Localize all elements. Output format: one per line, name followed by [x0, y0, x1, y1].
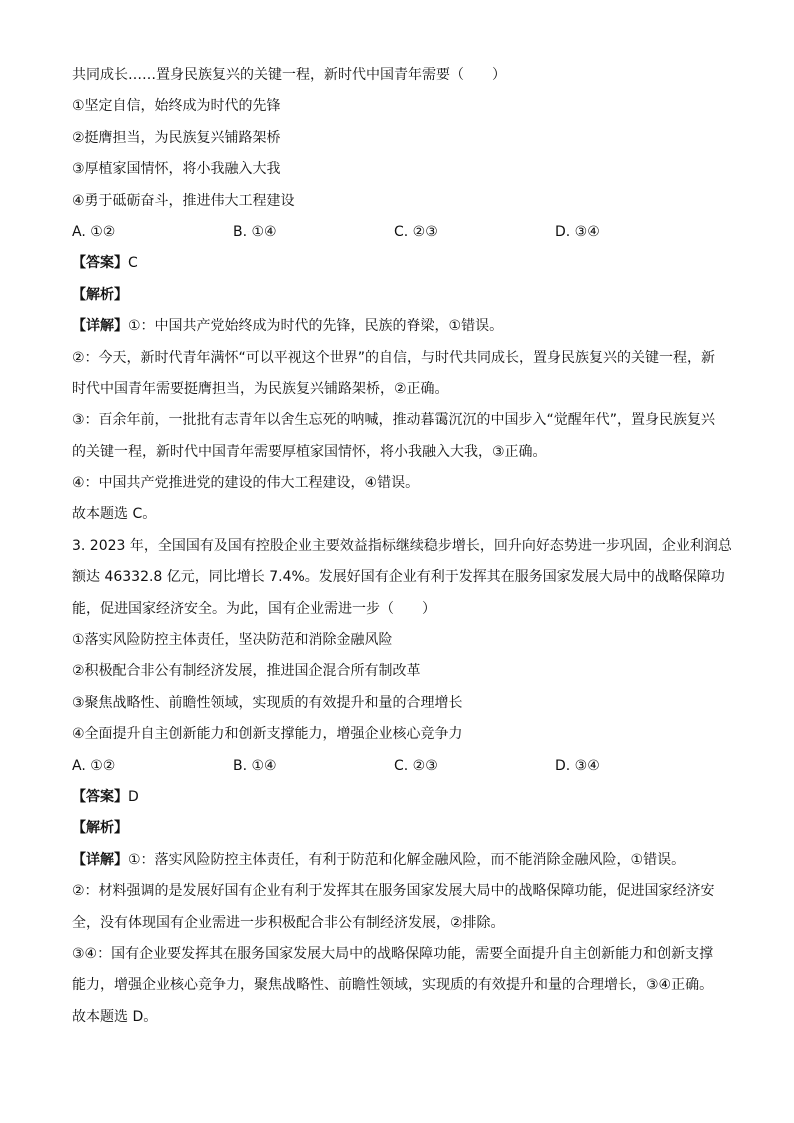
q3-stem-3: 能，促进国家经济安全。为此，国有企业需进一步（ ） — [72, 600, 436, 617]
q3-detail-5: 能力，增强企业核心竞争力，聚焦战略性、前瞻性领域，实现质的有效提升和量的合理增长，③④正确。 — [72, 977, 714, 994]
q3-detail-tag: 【详解】 — [72, 851, 128, 868]
q2-detail-tag: 【详解】 — [72, 318, 128, 335]
q2-item-2: ②挺膺担当，为民族复兴铺路架桥 — [72, 129, 281, 146]
q3-stem-1: 3. 2023 年，全国国有及国有控股企业主要效益指标继续稳步增长，回升向好态势进一步巩固，企业利润总 — [72, 537, 732, 554]
q2-conclusion: 故本题选 C。 — [72, 506, 157, 523]
q2-detail-4: ③：百余年前，一批批有志青年以舍生忘死的呐喊，推动暮霭沉沉的中国步入“觉醒年代”，置身民族复兴 — [72, 412, 716, 429]
q3-item-4: ④全面提升自主创新能力和创新支撑能力，增强企业核心竞争力 — [72, 726, 463, 743]
q2-item-4: ④勇于砥砺奋斗，推进伟大工程建设 — [72, 192, 295, 209]
q3-item-3: ③聚焦战略性、前瞻性领域，实现质的有效提升和量的合理增长 — [72, 694, 463, 711]
q3-detail-1 — [72, 848, 728, 879]
q2-detail-5: 的关键一程，新时代中国青年需要厚植家国情怀，将小我融入大我，③正确。 — [72, 443, 547, 460]
q3-detail-text-1: ①：落实风险防控主体责任，有利于防范和化解金融风险，而不能消除金融风险，①错误。 — [128, 851, 686, 868]
q2-detail-6: ④：中国共产党推进党的建设的伟大工程建设，④错误。 — [72, 475, 420, 492]
q3-answer-value: D — [128, 788, 139, 805]
q3-answer — [72, 785, 728, 816]
q2-stem: 共同成长……置身民族复兴的关键一程，新时代中国青年需要（ ） — [72, 67, 506, 83]
q3-option-d: D. ③④ — [555, 757, 600, 774]
q2-answer — [72, 251, 728, 282]
q3-answer-tag: 【答案】 — [72, 788, 128, 805]
q3-analysis — [72, 816, 728, 847]
q3-analysis-tag: 【解析】 — [72, 820, 128, 837]
q2-option-c: C. ②③ — [394, 223, 438, 240]
q2-item-3: ③厚植家国情怀，将小我融入大我 — [72, 161, 281, 178]
q3-item-1: ①落实风险防控主体责任，坚决防范和消除金融风险 — [72, 632, 393, 649]
q3-detail-3: 全，没有体现国有企业需进一步积极配合非公有制经济发展，②排除。 — [72, 914, 505, 931]
q3-item-2: ②积极配合非公有制经济发展，推进国企混合所有制改革 — [72, 663, 421, 680]
q3-option-b: B. ①④ — [233, 757, 277, 774]
q2-detail-text-1: ①：中国共产党始终成为时代的先锋，民族的脊梁，①错误。 — [128, 318, 504, 335]
q3-detail-4: ③④：国有企业要发挥其在服务国家发展大局中的战略保障功能，需要全面提升自主创新能力和创新支撑 — [72, 945, 714, 962]
q2-detail-3: 时代中国青年需要挺膺担当，为民族复兴铺路架桥，②正确。 — [72, 380, 449, 397]
q2-analysis-tag: 【解析】 — [72, 286, 128, 303]
q2-item-1: ①坚定自信，始终成为时代的先锋 — [72, 98, 281, 115]
q2-options — [72, 220, 728, 251]
q2-option-a: A. ①② — [72, 223, 116, 240]
q2-detail-1 — [72, 314, 728, 345]
q3-detail-2: ②：材料强调的是发展好国有企业有利于发挥其在服务国家发展大局中的战略保障功能，促进国家经济安 — [72, 883, 715, 900]
q3-option-c: C. ②③ — [394, 757, 438, 774]
q2-answer-value: C — [128, 255, 138, 272]
q3-option-a: A. ①② — [72, 757, 116, 774]
q2-option-b: B. ①④ — [233, 223, 277, 240]
content — [72, 63, 732, 1036]
q2-detail-2: ②：今天，新时代青年满怀“可以平视这个世界”的自信，与时代共同成长，置身民族复兴的关键一程，新 — [72, 349, 716, 366]
q2-answer-tag: 【答案】 — [72, 255, 128, 272]
q3-options — [72, 754, 728, 785]
q3-conclusion: 故本题选 D。 — [72, 1008, 158, 1025]
q2-option-d: D. ③④ — [555, 223, 600, 240]
q2-analysis — [72, 283, 728, 314]
q3-stem-2: 额达 46332.8 亿元，同比增长 7.4%。发展好国有企业有利于发挥其在服务国家发展大局中的战略保障功 — [72, 569, 725, 586]
